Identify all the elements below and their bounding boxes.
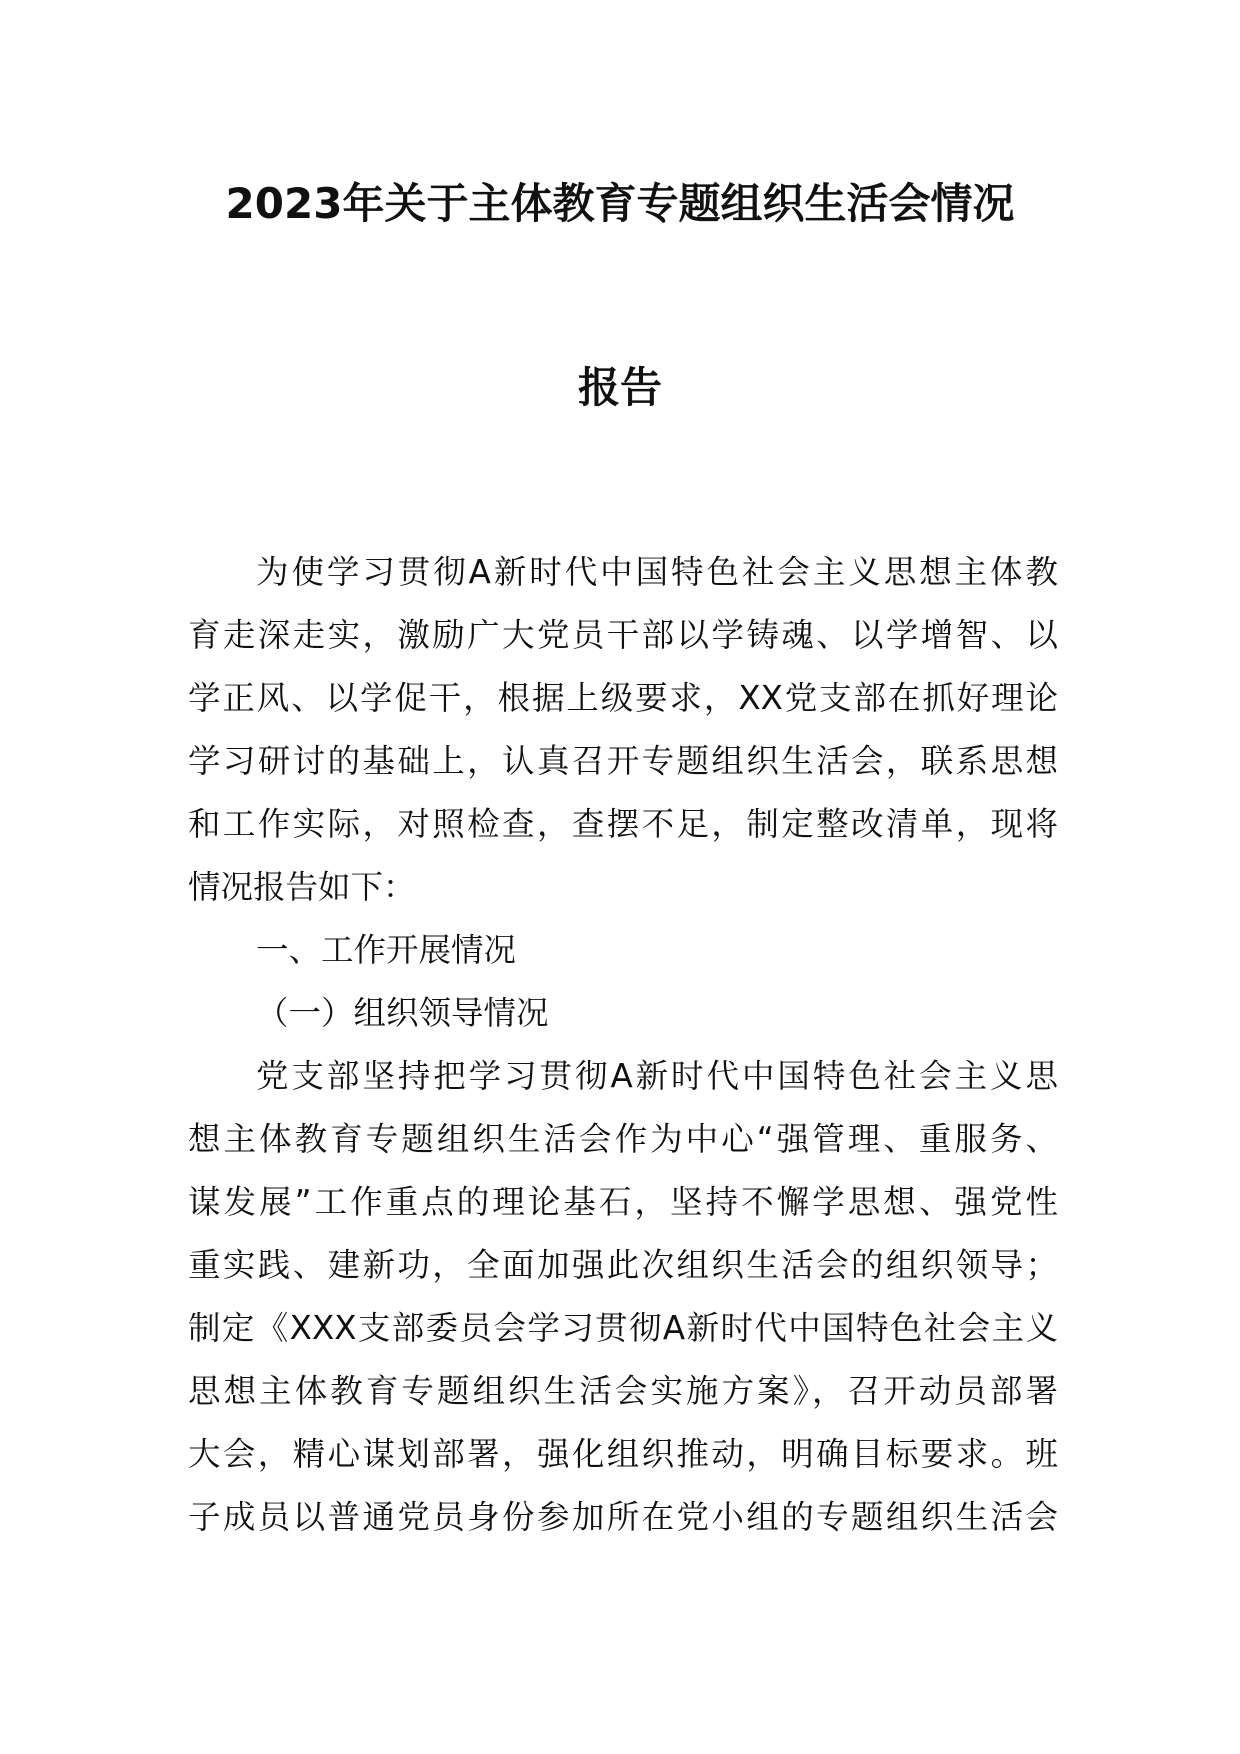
subsection-heading: （一）组织领导情况 [256, 994, 549, 1032]
paragraph-line: 想主体教育专题组织生活会作为中心“强管理、重服务、 [188, 1120, 1058, 1158]
paragraph-line: 为使学习贯彻A新时代中国特色社会主义思想主体教 [256, 553, 1058, 591]
paragraph-line: 谋发展”工作重点的理论基石，坚持不懈学思想、强党性 [188, 1183, 1058, 1221]
document-title-line-2: 报告 [577, 363, 662, 412]
paragraph-line: 育走深走实，激励广大党员干部以学铸魂、以学增智、以 [188, 616, 1058, 654]
document-title-line-1: 2023年关于主体教育专题组织生活会情况 [225, 179, 1015, 228]
paragraph-line: 情况报告如下： [188, 868, 416, 906]
section-heading: 一、工作开展情况 [256, 931, 517, 969]
paragraph-line: 和工作实际，对照检查，查摆不足，制定整改清单，现将 [188, 805, 1058, 843]
paragraph-line: 子成员以普通党员身份参加所在党小组的专题组织生活会 [188, 1498, 1058, 1536]
paragraph-line: 党支部坚持把学习贯彻A新时代中国特色社会主义思 [256, 1057, 1058, 1095]
paragraph-line: 思想主体教育专题组织生活会实施方案》，召开动员部署 [188, 1372, 1058, 1410]
paragraph-line: 学习研讨的基础上，认真召开专题组织生活会，联系思想 [188, 742, 1058, 780]
paragraph-line: 大会，精心谋划部署，强化组织推动，明确目标要求。班 [188, 1435, 1058, 1473]
paragraph-line: 重实践、建新功，全面加强此次组织生活会的组织领导； [188, 1246, 1058, 1284]
paragraph-line: 学正风、以学促干，根据上级要求，XX党支部在抓好理论 [188, 679, 1058, 717]
paragraph-line: 制定《XXX支部委员会学习贯彻A新时代中国特色社会主义 [188, 1309, 1058, 1347]
